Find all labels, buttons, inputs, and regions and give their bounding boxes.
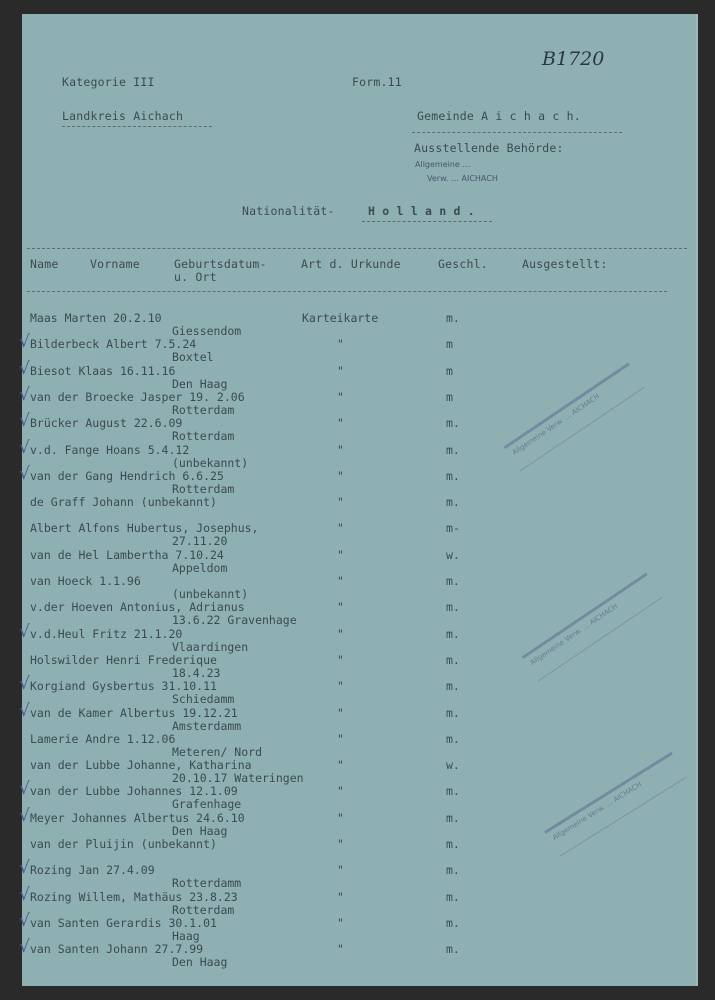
row-document: " [337,653,344,667]
row-document: " [337,495,344,509]
row-document: " [337,443,344,457]
row-name-date: van der Lubbe Johannes 12.1.09 [30,784,238,798]
row-place: 27.11.20 [172,534,228,548]
table-row [19,701,698,733]
row-document: " [337,627,344,641]
row-sex: m. [446,837,460,851]
check-mark-icon: √ [19,359,30,379]
row-document: " [337,600,344,614]
row-sex: m. [446,942,460,956]
row-place: 20.10.17 Wateringen [172,771,304,785]
row-document: " [337,916,344,930]
file-number: B1720 [542,48,605,70]
row-name-date: van der Lubbe Johanne, Katharina [30,758,252,772]
row-sex: m. [446,600,460,614]
row-name-date: Lamerie Andre 1.12.06 [30,732,176,746]
row-place: Amsterdamm [172,719,242,733]
row-sex: m. [446,416,460,430]
row-name-date: van de Hel Lambertha 7.10.24 [30,548,224,562]
row-name-date: van Santen Johann 27.7.99 [30,942,204,956]
row-name-date: de Graff Johann (unbekannt) [30,495,217,509]
row-document: " [337,337,344,351]
row-document: " [337,574,344,588]
row-name-date: Biesot Klaas 16.11.16 [30,364,176,378]
row-name-date: Korgiand Gysbertus 31.10.11 [30,679,217,693]
col-ausgestellt: Ausgestellt: [522,257,608,271]
table-row [19,674,698,706]
row-name-date: v.der Hoeven Antonius, Adrianus [30,600,245,614]
stamp-text: Allgemeine Verw. … AICHACH [528,602,620,667]
row-place: Den Haag [172,824,228,838]
row-document: " [337,837,344,851]
row-place: Schiedamm [172,692,235,706]
stamp-text: Allgemeine Verw. … AICHACH [551,780,644,842]
table-row [22,548,698,575]
check-mark-icon: √ [19,858,30,878]
office-stamp-line-2: Verw. … AICHACH [427,174,498,183]
check-mark-icon: √ [19,806,30,826]
col-ort: u. Ort [174,270,217,284]
row-sex: m. [446,706,460,720]
row-sex: m. [446,916,460,930]
row-document: " [337,521,344,535]
row-place: 18.4.23 [172,666,221,680]
row-name-date: Brücker August 22.6.09 [30,416,183,430]
col-geschl: Geschl. [438,257,488,271]
row-sex: m. [446,863,460,877]
row-place: Rotterdam [172,482,235,496]
row-sex: m. [446,443,460,457]
row-name-date: van der Gang Hendrich 6.6.25 [30,469,224,483]
row-sex: m [446,337,453,351]
table-row [19,359,698,391]
col-vorname: Vorname [90,257,140,271]
row-document: " [337,469,344,483]
table-row [22,837,698,850]
row-document: " [337,732,344,746]
table-row [19,464,698,496]
row-name-date: van Santen Gerardis 30.1.01 [30,916,217,930]
row-document: " [337,811,344,825]
row-document: " [337,390,344,404]
table-row [22,521,698,548]
row-place: Den Haag [172,955,228,969]
row-sex: w. [446,548,460,562]
row-place: Rotterdamm [172,876,242,890]
row-name-date: v.d. Fange Hoans 5.4.12 [30,443,190,457]
check-mark-icon: √ [19,779,30,799]
row-name-date: Rozing Willem, Mathäus 23.8.23 [30,890,238,904]
row-document: " [337,784,344,798]
check-mark-icon: √ [19,385,30,405]
row-place: Rotterdam [172,403,235,417]
table-row [19,937,698,969]
table-row [22,653,698,680]
row-sex: m. [446,653,460,667]
row-document: Karteikarte [302,311,379,325]
row-place: 13.6.22 Gravenhage [172,613,297,627]
table-row [22,311,698,338]
landkreis-label: Landkreis Aichach [62,109,184,123]
check-mark-icon: √ [19,411,30,431]
row-document: " [337,706,344,720]
row-document: " [337,863,344,877]
table-row [19,858,698,890]
check-mark-icon: √ [19,911,30,931]
row-name-date: Holswilder Henri Frederique [30,653,217,667]
row-sex: m [446,390,453,404]
table-row [19,885,698,917]
kategorie-label: Kategorie III [62,75,155,89]
row-sex: m. [446,890,460,904]
gemeinde-label: Gemeinde A i c h a c h. [417,109,581,123]
check-mark-icon: √ [19,622,30,642]
row-place: Den Haag [172,377,228,391]
table-row [22,732,698,759]
form-label: Form.11 [352,75,402,89]
row-sex: m. [446,679,460,693]
check-mark-icon: √ [19,674,30,694]
row-place: Rotterdam [172,429,235,443]
row-name-date: van de Kamer Albertus 19.12.21 [30,706,238,720]
row-name-date: Maas Marten 20.2.10 [30,311,162,325]
table-row [19,438,698,470]
check-mark-icon: √ [19,701,30,721]
table-row [22,495,698,508]
row-place: Boxtel [172,350,214,364]
row-place: Giessendom [172,324,242,338]
row-place: Haag [172,929,200,943]
row-document: " [337,416,344,430]
col-name: Name [30,257,59,271]
nationality-label: Nationalität- [242,204,335,218]
row-sex: m. [446,469,460,483]
row-name-date: v.d.Heul Fritz 21.1.20 [30,627,183,641]
row-sex: w. [446,758,460,772]
row-sex: m. [446,811,460,825]
row-sex: m [446,364,453,378]
col-geburt: Geburtsdatum- [174,257,267,271]
row-document: " [337,548,344,562]
check-mark-icon: √ [19,885,30,905]
row-sex: m. [446,732,460,746]
row-name-date: Rozing Jan 27.4.09 [30,863,155,877]
document-sheet [19,14,698,986]
table-row [19,332,698,364]
row-place: Meteren/ Nord [172,745,263,759]
table-row [19,911,698,943]
row-place: Rotterdam [172,903,235,917]
row-place: Grafenhage [172,797,242,811]
row-name-date: Meyer Johannes Albertus 24.6.10 [30,811,245,825]
check-mark-icon: √ [19,937,30,957]
check-mark-icon: √ [19,464,30,484]
table-row [22,574,698,601]
row-document: " [337,942,344,956]
row-sex: m- [446,521,460,535]
row-name-date: van Hoeck 1.1.96 [30,574,141,588]
row-name-date: van der Pluijin (unbekannt) [30,837,217,851]
row-place: (unbekannt) [172,587,249,601]
ausstellende-label: Ausstellende Behörde: [414,141,564,155]
col-urkunde: Art d. Urkunde [301,257,401,271]
row-sex: m. [446,627,460,641]
row-sex: m. [446,495,460,509]
row-sex: m. [446,784,460,798]
table-row [22,758,698,785]
stamp-text: Allgemeine Verw. … AICHACH [510,392,602,457]
row-document: " [337,679,344,693]
row-document: " [337,890,344,904]
row-sex: m. [446,574,460,588]
row-name-date: Albert Alfons Hubertus, Josephus, [30,521,259,535]
check-mark-icon: √ [19,438,30,458]
row-document: " [337,364,344,378]
nationality-value: H o l l a n d . [368,204,475,218]
row-document: " [337,758,344,772]
row-name-date: van der Broecke Jasper 19. 2.06 [30,390,245,404]
office-stamp-line-1: Allgemeine … [415,160,471,169]
row-sex: m. [446,311,460,325]
row-place: (unbekannt) [172,456,249,470]
row-name-date: Bilderbeck Albert 7.5.24 [30,337,197,351]
row-place: Vlaardingen [172,640,249,654]
row-place: Appeldom [172,561,228,575]
check-mark-icon: √ [19,332,30,352]
